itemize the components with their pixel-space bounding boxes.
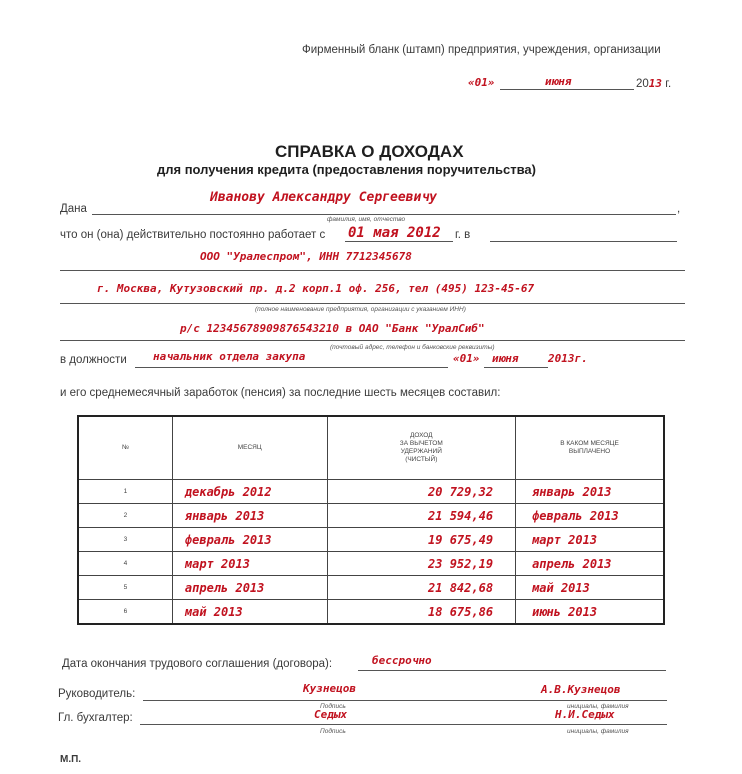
position-value: начальник отдела закупа (153, 350, 306, 363)
director-initials-caption: инициалы, фамилия (567, 703, 629, 710)
document-title: СПРАВКА О ДОХОДАХ (275, 142, 464, 161)
date-day: «01» (468, 76, 495, 89)
table-row: 4 март 2013 23 952,19 апрель 2013 (78, 552, 664, 576)
stamp-place: М.П. (60, 754, 82, 765)
position-date-month: июня (492, 352, 519, 365)
table-row: 1 декабрь 2012 20 729,32 январь 2013 (78, 480, 664, 504)
accountant-initials-caption: инициалы, фамилия (567, 728, 629, 735)
director-name: А.В.Кузнецов (541, 683, 621, 696)
position-date-year: 2013г. (548, 352, 588, 365)
accountant-signature-caption: Подпись (320, 728, 346, 735)
header-num: № (78, 416, 172, 480)
table-row: 5 апрель 2013 21 842,68 май 2013 (78, 576, 664, 600)
position-date-day: «01» (453, 352, 480, 365)
bank-account: р/с 12345678909876543210 в ОАО "Банк "УралСиб" (180, 322, 485, 335)
income-intro: и его среднемесячный заработок (пенсия) за последние шесть месяцев составил: (60, 387, 501, 399)
table-row: 3 февраль 2013 19 675,49 март 2013 (78, 528, 664, 552)
document-subtitle: для получения кредита (предоставления поручительства) (157, 162, 536, 177)
income-table (77, 415, 665, 625)
recipient-name: Иванову Александру Сергеевичу (210, 190, 437, 205)
recipient-caption: фамилия, имя, отчество (327, 216, 406, 223)
header-paid: В КАКОМ МЕСЯЦЕ ВЫПЛАЧЕНО (516, 416, 664, 480)
date-month: июня (545, 75, 572, 88)
contract-value: бессрочно (372, 654, 432, 667)
works-since-date: 01 мая 2012 (348, 225, 441, 241)
table-row: 6 май 2013 18 675,86 июнь 2013 (78, 600, 664, 625)
organization-address: г. Москва, Кутузовский пр. д.2 корп.1 оф. 256, тел (495) 123-45-67 (97, 282, 535, 295)
director-signature: Кузнецов (303, 682, 356, 695)
header-amount: ДОХОД ЗА ВЫЧЕТОМ УДЕРЖАНИЙ (ЧИСТЫЙ) (327, 416, 516, 480)
director-signature-caption: Подпись (320, 703, 346, 710)
organization-caption: (полное наименование предприятия, организации с указанием ИНН) (255, 306, 466, 313)
letterhead-note: Фирменный бланк (штамп) предприятия, учреждения, организации (302, 44, 661, 56)
table-header-row (78, 416, 664, 480)
accountant-label: Гл. бухгалтер: (58, 712, 133, 724)
table-row: 2 январь 2013 21 594,46 февраль 2013 (78, 504, 664, 528)
organization-name: ООО "Уралеспром", ИНН 7712345678 (200, 250, 412, 263)
date-year: 2013 г. (636, 77, 672, 90)
recipient-comma: , (677, 203, 681, 215)
position-label: в должности (60, 354, 127, 366)
bank-caption: (почтовый адрес, телефон и банковские реквизиты) (330, 344, 495, 351)
works-since-label: что он (она) действительно постоянно работает с (60, 229, 326, 241)
accountant-signature: Седых (314, 708, 348, 721)
director-label: Руководитель: (58, 688, 136, 700)
header-month: МЕСЯЦ (172, 416, 327, 480)
works-since-suffix: г. в (455, 229, 471, 241)
accountant-name: Н.И.Седых (555, 708, 615, 721)
recipient-label: Дана (60, 203, 87, 215)
contract-label: Дата окончания трудового соглашения (договора): (62, 658, 333, 670)
